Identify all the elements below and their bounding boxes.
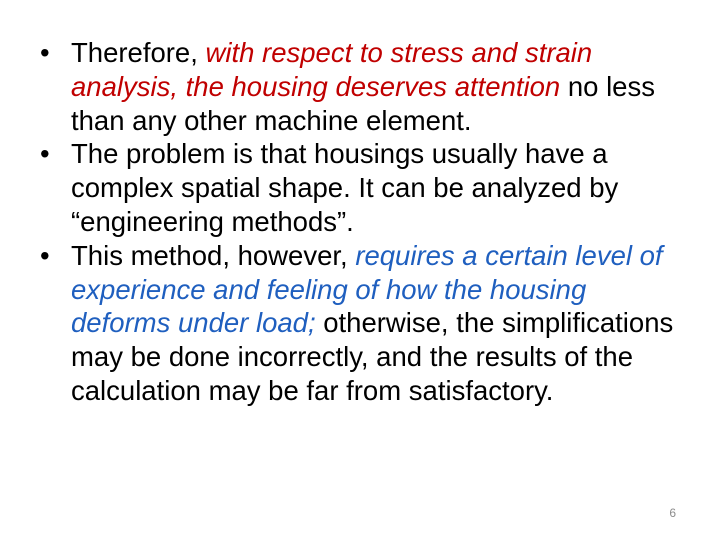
page-number: 6 [669, 506, 676, 520]
bullet-1-tail: no less than any other machine element. [71, 70, 655, 136]
bullet-item-3 [40, 239, 690, 408]
bullet-dot-icon: • [40, 37, 50, 68]
bullet-item-2 [40, 137, 690, 238]
bullet-dot-icon: • [40, 138, 50, 170]
bullet-3-emphasis: requires a certain level of experience and feeling of how the housing deforms under load; [71, 239, 663, 339]
bullet-2-text: The problem is that housings usually have a complex spatial shape. It can be analyzed by “engineering methods”. [71, 138, 619, 237]
bullet-1-emphasis: with respect to stress and strain analysis, the housing deserves attention [71, 37, 593, 102]
bullet-item-1 [40, 36, 690, 137]
bullet-list [40, 36, 690, 408]
bullet-dot-icon: • [40, 239, 50, 271]
bullet-1-lead: Therefore, [71, 37, 206, 68]
bullet-3-tail: otherwise, the simplifications may be done incorrectly, and the results of the calculation may be far from satisfactory. [71, 307, 674, 406]
bullet-3-lead: This method, however, [71, 239, 356, 271]
